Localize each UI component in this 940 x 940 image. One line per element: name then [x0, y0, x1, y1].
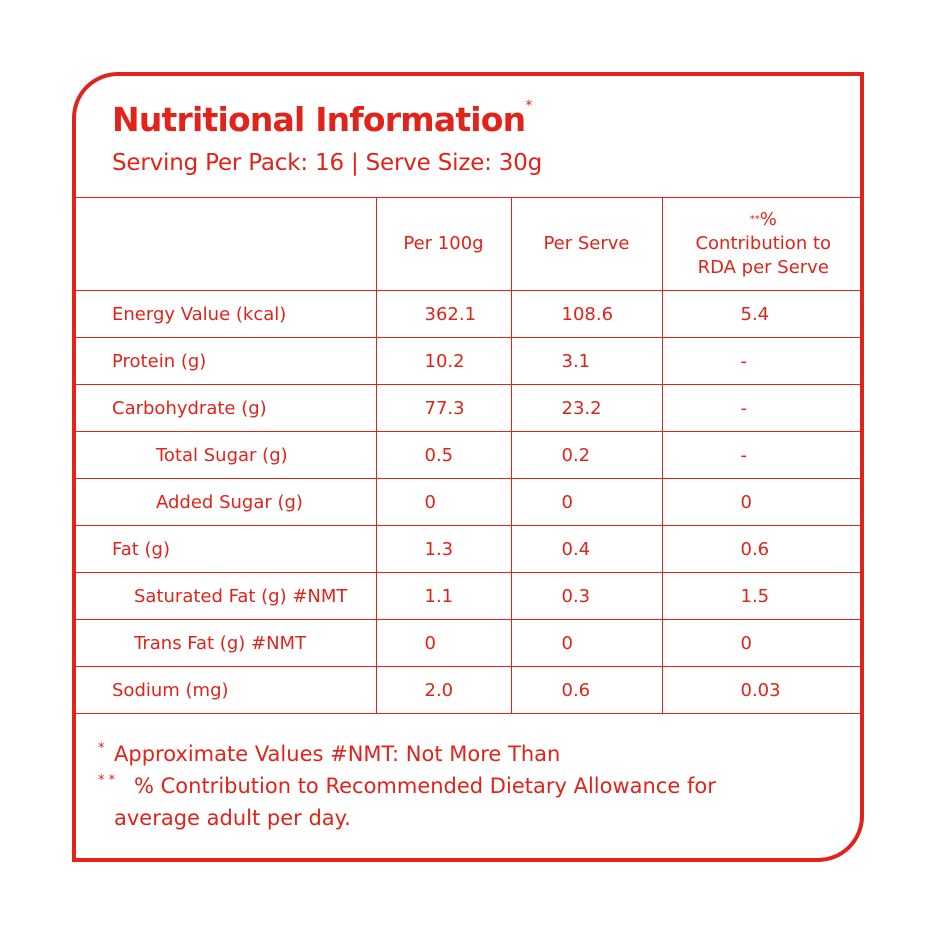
value-rda: - [662, 338, 864, 385]
rda-marker: ** [749, 214, 760, 225]
table-row [76, 432, 864, 479]
header-per-serve: Per Serve [511, 198, 662, 291]
footnote-2-text: % Contribution to Recommended Dietary Allowance for [134, 774, 716, 798]
value-per-serve: 108.6 [511, 291, 662, 338]
table-row [76, 385, 864, 432]
table-row [76, 526, 864, 573]
value-per-serve: 0.3 [511, 573, 662, 620]
nutrient-name: Carbohydrate (g) [76, 385, 376, 432]
footnote-2-marker: * * [98, 773, 116, 788]
value-per-100g: 1.1 [376, 573, 511, 620]
nutrient-name: Added Sugar (g) [76, 479, 376, 526]
value-per-100g: 0 [376, 620, 511, 667]
footnote-1 [98, 738, 716, 770]
value-per-100g: 10.2 [376, 338, 511, 385]
table-row [76, 667, 864, 714]
nutrient-name: Protein (g) [76, 338, 376, 385]
table-row [76, 291, 864, 338]
value-per-serve: 23.2 [511, 385, 662, 432]
nutrient-name: Saturated Fat (g) #NMT [76, 573, 376, 620]
title-asterisk: * [525, 98, 532, 114]
value-rda: 0.03 [662, 667, 864, 714]
value-rda: 5.4 [662, 291, 864, 338]
header-nutrient [76, 198, 376, 291]
table-row [76, 620, 864, 667]
value-per-100g: 362.1 [376, 291, 511, 338]
nutrition-panel [72, 72, 864, 862]
title-text: Nutritional Information [112, 100, 526, 139]
table-row [76, 338, 864, 385]
nutrient-name: Fat (g) [76, 526, 376, 573]
nutrient-name: Trans Fat (g) #NMT [76, 620, 376, 667]
footnote-1-text: Approximate Values #NMT: Not More Than [114, 742, 561, 766]
value-per-serve: 0.2 [511, 432, 662, 479]
value-per-100g: 0 [376, 479, 511, 526]
header-rda [662, 198, 864, 291]
serving-info: Serving Per Pack: 16 | Serve Size: 30g [112, 150, 543, 176]
table-row [76, 573, 864, 620]
footnotes [98, 738, 716, 834]
panel-title [112, 100, 532, 139]
value-rda: - [662, 385, 864, 432]
rda-header-line1: % [759, 209, 777, 230]
footnote-2-text-cont: average adult per day. [114, 806, 351, 830]
value-per-serve: 0.4 [511, 526, 662, 573]
footnote-2 [98, 770, 716, 802]
header-per-100g: Per 100g [376, 198, 511, 291]
footnote-2-continuation [98, 802, 716, 834]
value-per-100g: 0.5 [376, 432, 511, 479]
table-row [76, 479, 864, 526]
value-per-serve: 0 [511, 479, 662, 526]
value-rda: - [662, 432, 864, 479]
value-per-100g: 1.3 [376, 526, 511, 573]
nutrient-name: Energy Value (kcal) [76, 291, 376, 338]
rda-header-line3: RDA per Serve [697, 257, 829, 278]
value-rda: 1.5 [662, 573, 864, 620]
value-rda: 0 [662, 620, 864, 667]
footnote-1-marker: * [98, 741, 105, 756]
value-rda: 0 [662, 479, 864, 526]
value-per-100g: 77.3 [376, 385, 511, 432]
nutrition-table [76, 197, 864, 714]
rda-header-line2: Contribution to [695, 233, 832, 254]
nutrient-name: Sodium (mg) [76, 667, 376, 714]
value-per-serve: 3.1 [511, 338, 662, 385]
nutrient-name: Total Sugar (g) [76, 432, 376, 479]
value-per-100g: 2.0 [376, 667, 511, 714]
value-rda: 0.6 [662, 526, 864, 573]
table-header-row [76, 198, 864, 291]
value-per-serve: 0 [511, 620, 662, 667]
value-per-serve: 0.6 [511, 667, 662, 714]
